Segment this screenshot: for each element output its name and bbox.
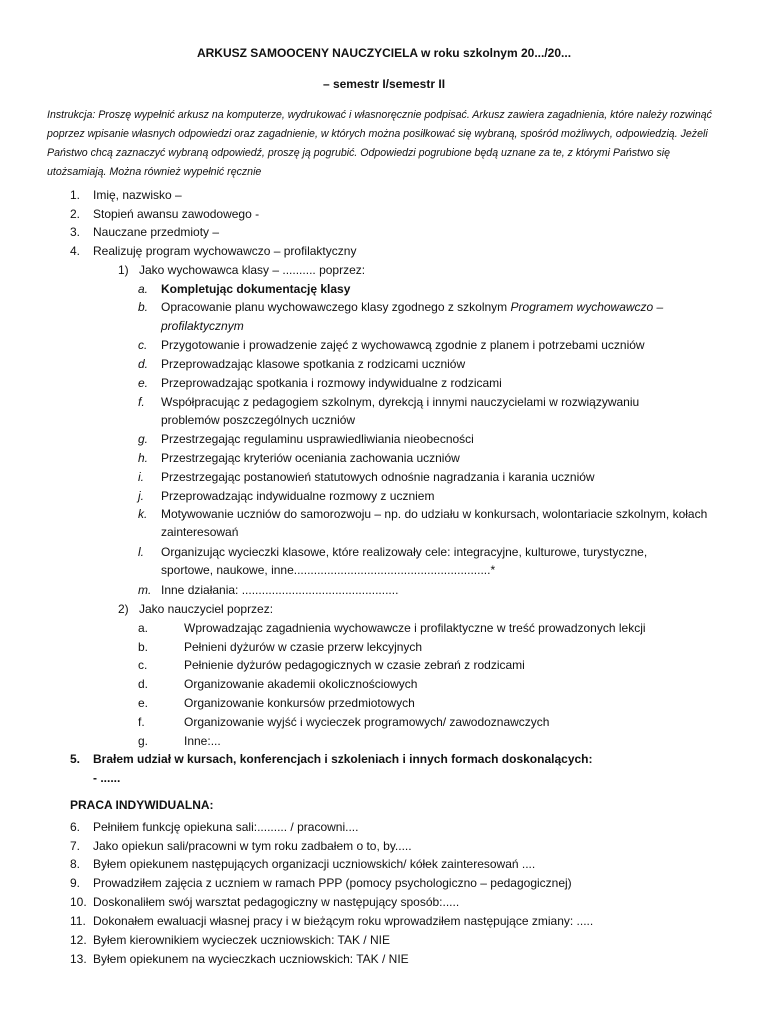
instruction-text: Instrukcja: Proszę wypełnić arkusz na komputerze, wydrukować i własnoręcznie podpisać. Arkusz zawiera zagadnienia, które należy rozwinąć poprzez wpisanie własnych odpowiedzi oraz zagadnienie, w których można posiłkować się wybraną, spośród możliwych, odpowiedzią. Jeżeli Państwo chcą zaznaczyć wybraną odpowiedź, proszę ją pogrubić. Odpowiedzi pogrubione będą uznane za te, z którymi Państwo się utożsamiają. Można również wypełnić ręcznie — [47, 109, 712, 178]
document-title: ARKUSZ SAMOOCENY NAUCZYCIELA w roku szkolnym 20.../20... — [196, 46, 572, 60]
section-heading: PRACA INDYWIDUALNA: — [70, 798, 214, 812]
semester-subtitle: – semestr I/semestr II — [322, 77, 446, 91]
document-page: ARKUSZ SAMOOCENY NAUCZYCIELA w roku szkolnym 20.../20... – semestr I/semestr II Instrukcja: Proszę wypełnić arkusz na komputerze, wydrukować i własnoręcznie podpisać. Arkusz zawiera zagadnienia, które należy rozwinąć poprzez wpisanie własnych odpowiedzi oraz zagadnienie, w których można posiłkować się wybraną, spośród możliwych, odpowiedzią. Jeżeli Państwo chcą zaznaczyć wybraną odpowiedź, proszę ją pogrubić. Odpowiedzi pogrubione będą uznane za te, z którymi Państwo się utożsamiają. Można również wypełnić ręcznie 1. Imię, nazwisko – 2. Stopień awansu zawodowego - 3. Nauczane przedmioty – 4. Realizuję program wychowawczo – profilaktyczny 1) Jako wychowawca klasy – .......... poprzez: a. Kompletując dokumentację klasy b. Opracowanie planu wychowawczego klasy zgodnego z szkolnym Programem wychowawczo – profilaktycznym c. Przygotowanie i prowadzenie zajęć z wychowawcą zgodnie z planem i potrzebami uczniów d. Przeprowadzając klasowe spotkania z rodzicami uczniów e. Przeprowadzając spotkania i rozmowy indywidualne z rodzicami f. Współpracując z pedagogiem szkolnym, dyrekcją i innymi nauczycielami w rozwiązywaniu problemów poszczególnych uczniów g. Przestrzegając regulaminu usprawiedliwiania nieobecności h. Przestrzegając kryteriów oceniania zachowania uczniów i. Przestrzegając postanowień statutowych odnośnie nagradzania i karania uczniów j. Przeprowadzając indywidualne rozmowy z uczniem k. Motywowanie uczniów do samorozwoju – np. do udziału w konkursach, wolontariacie szkolnym, kołach zainteresowań l. Organizując wycieczki klasowe, które realizowały cele: integracyjne, kulturowe, turystyczne, sportowe, naukowe, inne...........................................................* m. Inne działania: ............................................... 2) Jako nauczyciel poprzez: a. Wprowadzając zagadnienia wychowawcze i profilaktyczne w treść prowadzonych lekcji b. Pełnieni dyżurów w czasie przerw lekcyjnych c. Pełnienie dyżurów pedagogicznych w czasie zebrań z rodzicami d. Organizowanie akademii okolicznościowych e. Organizowanie konkursów przedmiotowych f. Organizowanie wyjść i wycieczek programowych/ zawodoznawczych g. Inne:... 5. Brałem udział w kursach, konferencjach i szkoleniach i innych formach doskonalących: - ...... PRACA INDYWIDUALNA: 6. Pełniłem funkcję opiekuna sali:......... / pracowni.... 7. Jako opiekun sali/pracowni w tym roku zadbałem o to, by..... 8. Byłem opiekunem następujących organizacji uczniowskich/ kółek zainteresowań .... 9. Prowadziłem zajęcia z uczniem w ramach PPP (pomocy psychologiczno – pedagogicznej) 10. Doskonaliłem swój warsztat pedagogiczny w następujący sposób:..... 11. Dokonałem ewaluacji własnej pracy i w bieżącym roku wprowadziłem następujące zmiany: ..... 12. Byłem kierownikiem wycieczek uczniowskich: TAK / NIE 13. Byłem opiekunem na wycieczkach uczniowskich: TAK / NIE — [0, 0, 768, 1024]
